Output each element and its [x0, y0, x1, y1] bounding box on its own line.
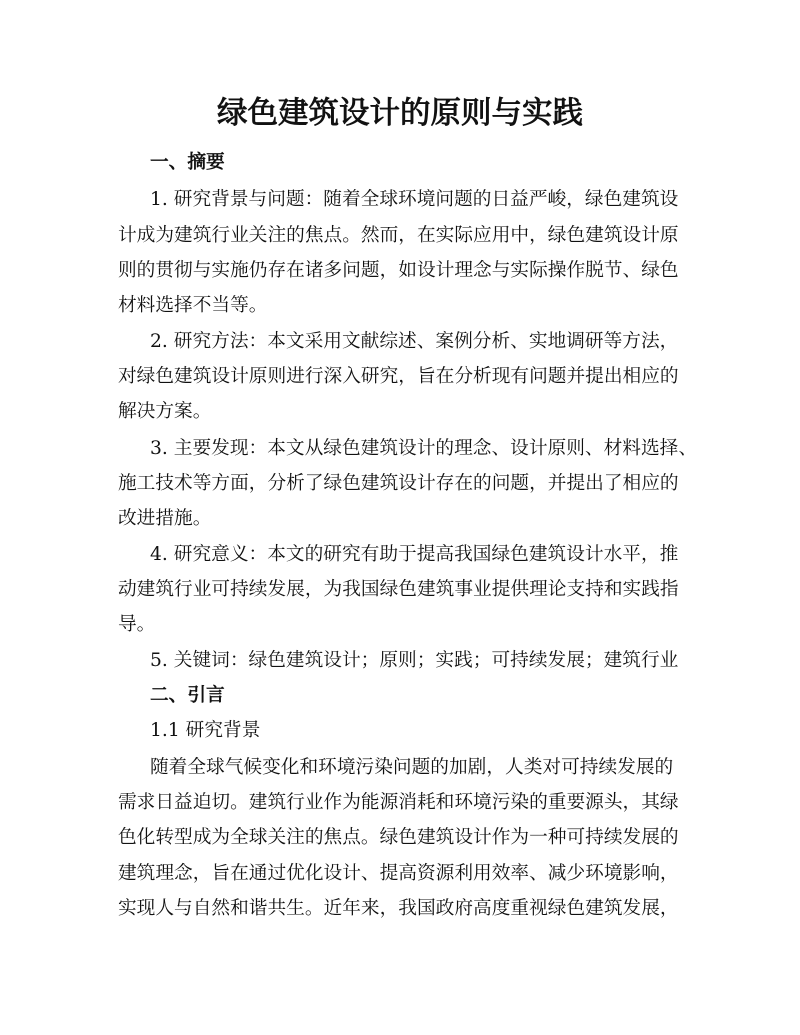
- document-title: 绿色建筑设计的原则与实践: [217, 96, 583, 131]
- text-line: 则的贯彻与实施仍存在诸多问题，如设计理念与实际操作脱节、绿色: [118, 260, 679, 281]
- text-line: 解决方案。: [118, 401, 212, 422]
- text-line: 计成为建筑行业关注的焦点。然而，在实际应用中，绿色建筑设计原: [118, 225, 679, 246]
- section-heading-abstract: 一、摘要: [150, 152, 225, 173]
- text-line: 材料选择不当等。: [118, 295, 268, 316]
- text-line: 施工技术等方面，分析了绿色建筑设计存在的问题，并提出了相应的: [118, 473, 679, 494]
- text-line: 建筑理念，旨在通过优化设计、提高资源利用效率、减少环境影响，: [118, 863, 679, 884]
- text-line: 随着全球气候变化和环境污染问题的加剧，人类对可持续发展的: [150, 757, 674, 778]
- section-heading-introduction: 二、引言: [150, 685, 225, 706]
- text-line: 动建筑行业可持续发展，为我国绿色建筑事业提供理论支持和实践指: [118, 579, 679, 600]
- text-line: 实现人与自然和谐共生。近年来，我国政府高度重视绿色建筑发展，: [118, 898, 679, 919]
- text-line: 4. 研究意义：本文的研究有助于提高我国绿色建筑设计水平，推: [150, 544, 679, 565]
- text-line: 导。: [118, 614, 156, 635]
- text-line: 需求日益迫切。建筑行业作为能源消耗和环境污染的重要源头，其绿: [118, 792, 679, 813]
- text-line: 5. 关键词：绿色建筑设计；原则；实践；可持续发展；建筑行业: [150, 650, 679, 671]
- text-line: 对绿色建筑设计原则进行深入研究，旨在分析现有问题并提出相应的: [118, 366, 679, 387]
- text-line: 3. 主要发现：本文从绿色建筑设计的理念、设计原则、材料选择、: [150, 438, 698, 459]
- text-line: 改进措施。: [118, 508, 212, 529]
- text-line: 1. 研究背景与问题：随着全球环境问题的日益严峻，绿色建筑设: [150, 189, 679, 210]
- subsection-heading-background: 1.1 研究背景: [150, 720, 261, 741]
- text-line: 2. 研究方法：本文采用文献综述、案例分析、实地调研等方法，: [150, 331, 679, 352]
- text-line: 色化转型成为全球关注的焦点。绿色建筑设计作为一种可持续发展的: [118, 827, 679, 848]
